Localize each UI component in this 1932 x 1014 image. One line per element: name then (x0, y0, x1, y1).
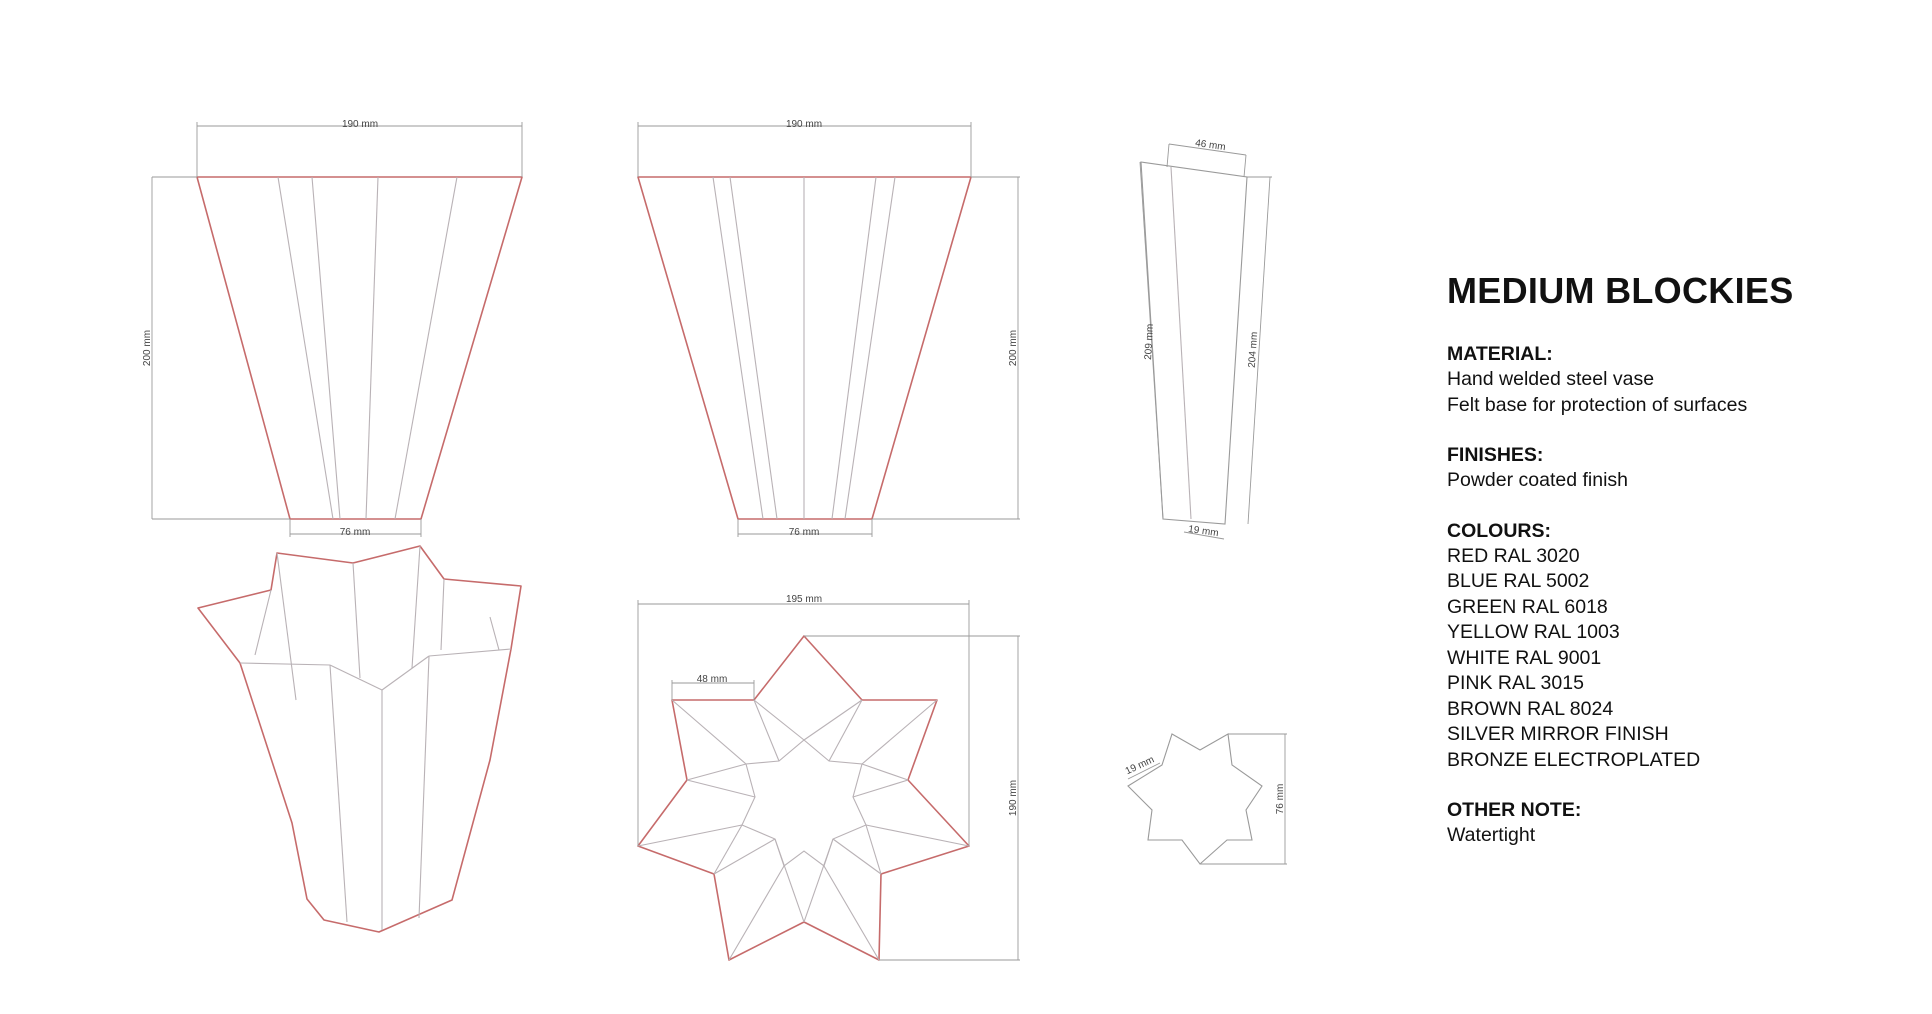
material-heading: MATERIAL: (1447, 343, 1553, 365)
other-note-line: Watertight (1447, 824, 1536, 846)
dim-edge-left: 209 mm (1143, 323, 1156, 361)
dimension-lines (1128, 734, 1287, 864)
dim-edge-top: 46 mm (1194, 137, 1227, 154)
side-elevation-view (638, 119, 1020, 538)
dimension-lines (638, 600, 1020, 960)
dimension-lines (152, 122, 522, 537)
dim-edge-base: 19 mm (1187, 523, 1220, 540)
colour-item: BRONZE ELECTROPLATED (1447, 748, 1701, 771)
dim-plan-height: 190 mm (1008, 779, 1019, 817)
dim-base-height: 76 mm (1275, 783, 1286, 815)
material-section (1447, 342, 1917, 418)
material-line: Hand welded steel vase (1447, 368, 1655, 390)
edge-profile-outline (1141, 162, 1247, 524)
colour-item: PINK RAL 3015 (1447, 672, 1584, 694)
base-star-outline (1128, 734, 1262, 864)
material-line: Felt base for protection of surfaces (1447, 393, 1748, 416)
dim-plan-point: 48 mm (696, 674, 728, 685)
colours-section (1447, 519, 1917, 774)
dim-side-top: 190 mm (785, 119, 823, 130)
edge-profile-view (1140, 138, 1272, 539)
colour-item: GREEN RAL 6018 (1447, 595, 1608, 618)
colour-item: BROWN RAL 8024 (1447, 697, 1614, 720)
plan-star-outline (638, 636, 969, 960)
finishes-section (1447, 443, 1917, 494)
perspective-view (198, 546, 521, 932)
specifications-panel (1447, 270, 1917, 874)
dimension-lines (638, 122, 1020, 537)
finishes-line: Powder coated finish (1447, 469, 1629, 491)
finishes-heading: FINISHES: (1447, 444, 1544, 466)
dim-plan-width: 195 mm (785, 594, 823, 605)
base-plan-view (1124, 734, 1287, 864)
colours-heading: COLOURS: (1447, 519, 1551, 542)
dim-front-height: 200 mm (142, 329, 153, 367)
perspective-outline (198, 546, 521, 932)
dim-side-height: 200 mm (1008, 329, 1019, 367)
front-elevation-view (142, 119, 522, 538)
colour-item: SILVER MIRROR FINISH (1447, 723, 1669, 745)
product-title: MEDIUM BLOCKIES (1447, 270, 1794, 311)
other-note-section (1447, 798, 1917, 849)
colour-item: WHITE RAL 9001 (1447, 646, 1602, 669)
colour-item: YELLOW RAL 1003 (1447, 621, 1620, 643)
plan-view (638, 594, 1020, 960)
dim-side-base: 76 mm (788, 527, 820, 538)
colour-item: BLUE RAL 5002 (1447, 570, 1590, 592)
colour-item: RED RAL 3020 (1447, 544, 1580, 567)
dim-edge-right: 204 mm (1246, 331, 1261, 369)
dim-front-base: 76 mm (339, 527, 371, 538)
front-elevation-outline (197, 177, 522, 519)
other-note-heading: OTHER NOTE: (1447, 799, 1582, 821)
dim-front-top: 190 mm (341, 119, 379, 130)
dim-base-point: 19 mm (1123, 754, 1157, 778)
